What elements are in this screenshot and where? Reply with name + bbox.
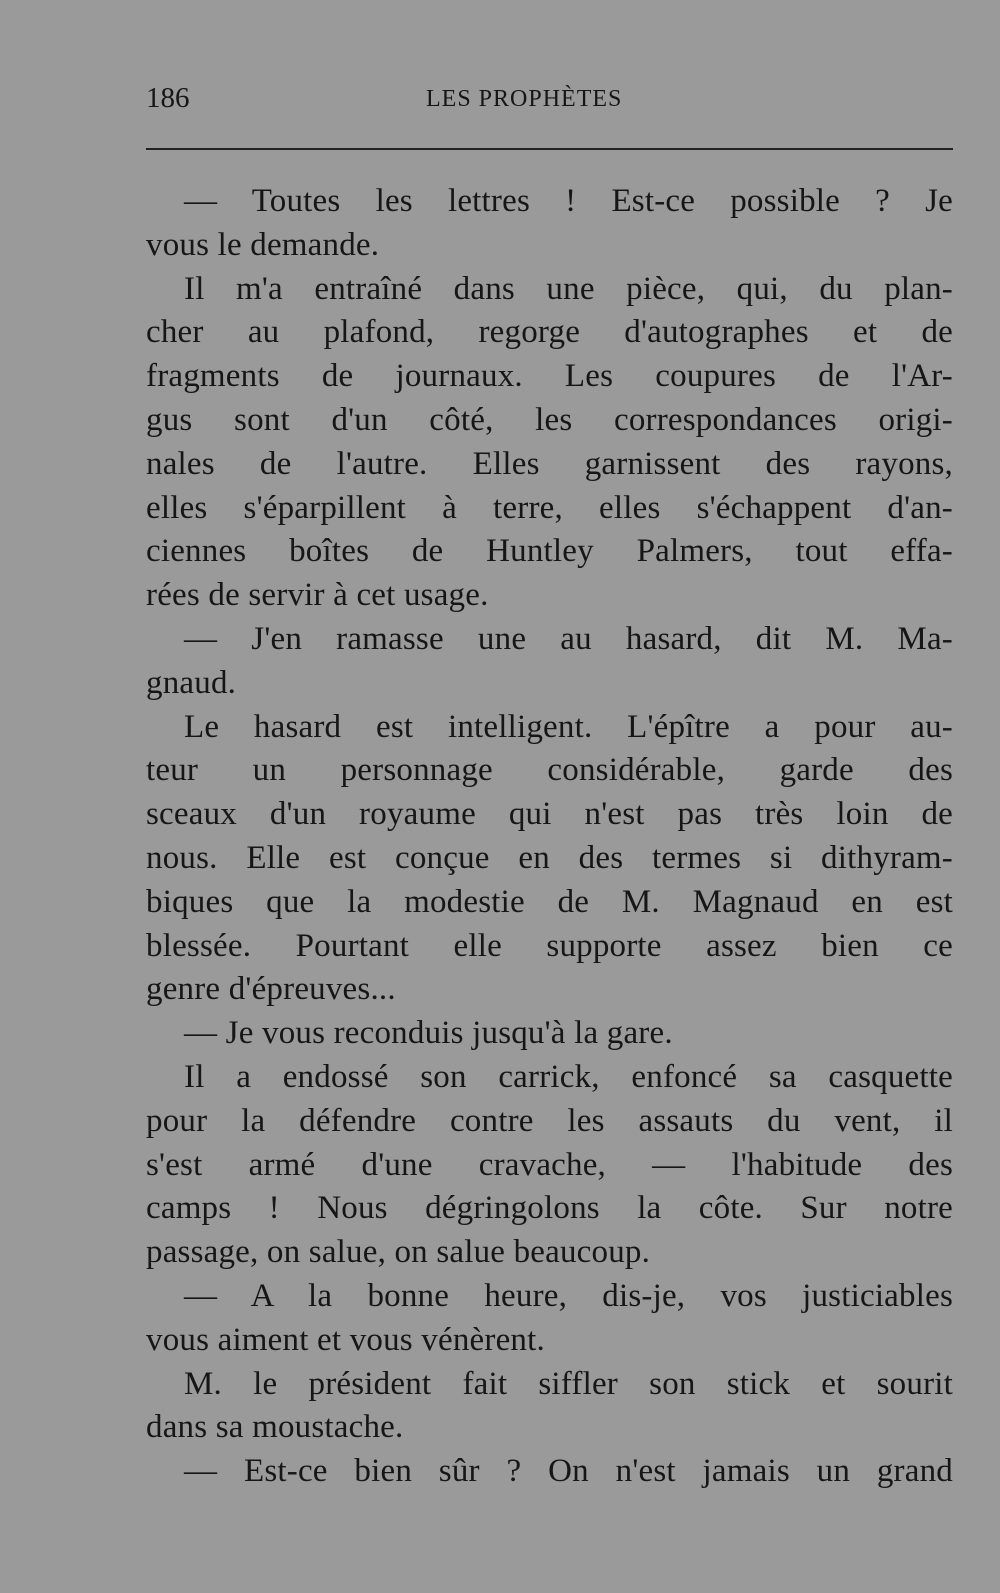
text-line: elles s'éparpillent à terre, elles s'échappent d'an-	[146, 489, 953, 526]
text-line: rées de servir à cet usage.	[146, 577, 489, 614]
text-line: nales de l'autre. Elles garnissent des rayons,	[146, 445, 953, 482]
text-line: s'est armé d'une cravache, — l'habitude des	[146, 1146, 953, 1183]
text-line: vous le demande.	[146, 226, 380, 263]
text-line: ciennes boîtes de Huntley Palmers, tout effa-	[146, 533, 953, 570]
text-line: — A la bonne heure, dis-je, vos justiciables	[184, 1277, 953, 1314]
text-line: dans sa moustache.	[146, 1409, 404, 1446]
text-line: gus sont d'un côté, les correspondances origi-	[146, 401, 953, 438]
text-line: — Est-ce bien sûr ? On n'est jamais un grand	[184, 1453, 953, 1490]
text-line: nous. Elle est conçue en des termes si dithyram-	[146, 839, 953, 876]
text-line: passage, on salue, on salue beaucoup.	[146, 1234, 651, 1271]
text-line: M. le président fait siffler son stick et sourit	[184, 1365, 953, 1402]
text-line: fragments de journaux. Les coupures de l'Ar-	[146, 358, 953, 395]
text-line: cher au plafond, regorge d'autographes et de	[146, 314, 953, 351]
text-line: gnaud.	[146, 664, 237, 701]
text-line: — Je vous reconduis jusqu'à la gare.	[184, 1015, 673, 1052]
text-line: pour la défendre contre les assauts du vent, il	[146, 1102, 953, 1139]
text-line: camps ! Nous dégringolons la côte. Sur notre	[146, 1190, 953, 1227]
book-page	[146, 82, 953, 1490]
text-line: — J'en ramasse une au hasard, dit M. Ma-	[184, 620, 953, 657]
page-number: 186	[146, 82, 190, 114]
text-line: teur un personnage considérable, garde des	[146, 752, 953, 789]
text-line: Le hasard est intelligent. L'épître a pour au-	[184, 708, 953, 745]
body-text	[146, 180, 953, 1494]
text-line: Il m'a entraîné dans une pièce, qui, du plan-	[184, 270, 953, 307]
text-line: sceaux d'un royaume qui n'est pas très loin de	[146, 796, 953, 833]
text-line: vous aiment et vous vénèrent.	[146, 1321, 545, 1358]
text-line: Il a endossé son carrick, enfoncé sa casquette	[184, 1058, 953, 1095]
running-title: LES PROPHÈTES	[426, 86, 623, 112]
text-line: genre d'épreuves...	[146, 971, 396, 1008]
text-line: blessée. Pourtant elle supporte assez bien ce	[146, 927, 953, 964]
running-head	[146, 82, 953, 122]
text-line: — Toutes les lettres ! Est-ce possible ? Je	[184, 183, 953, 219]
header-rule	[146, 148, 953, 150]
text-line: biques que la modestie de M. Magnaud en est	[146, 883, 953, 920]
